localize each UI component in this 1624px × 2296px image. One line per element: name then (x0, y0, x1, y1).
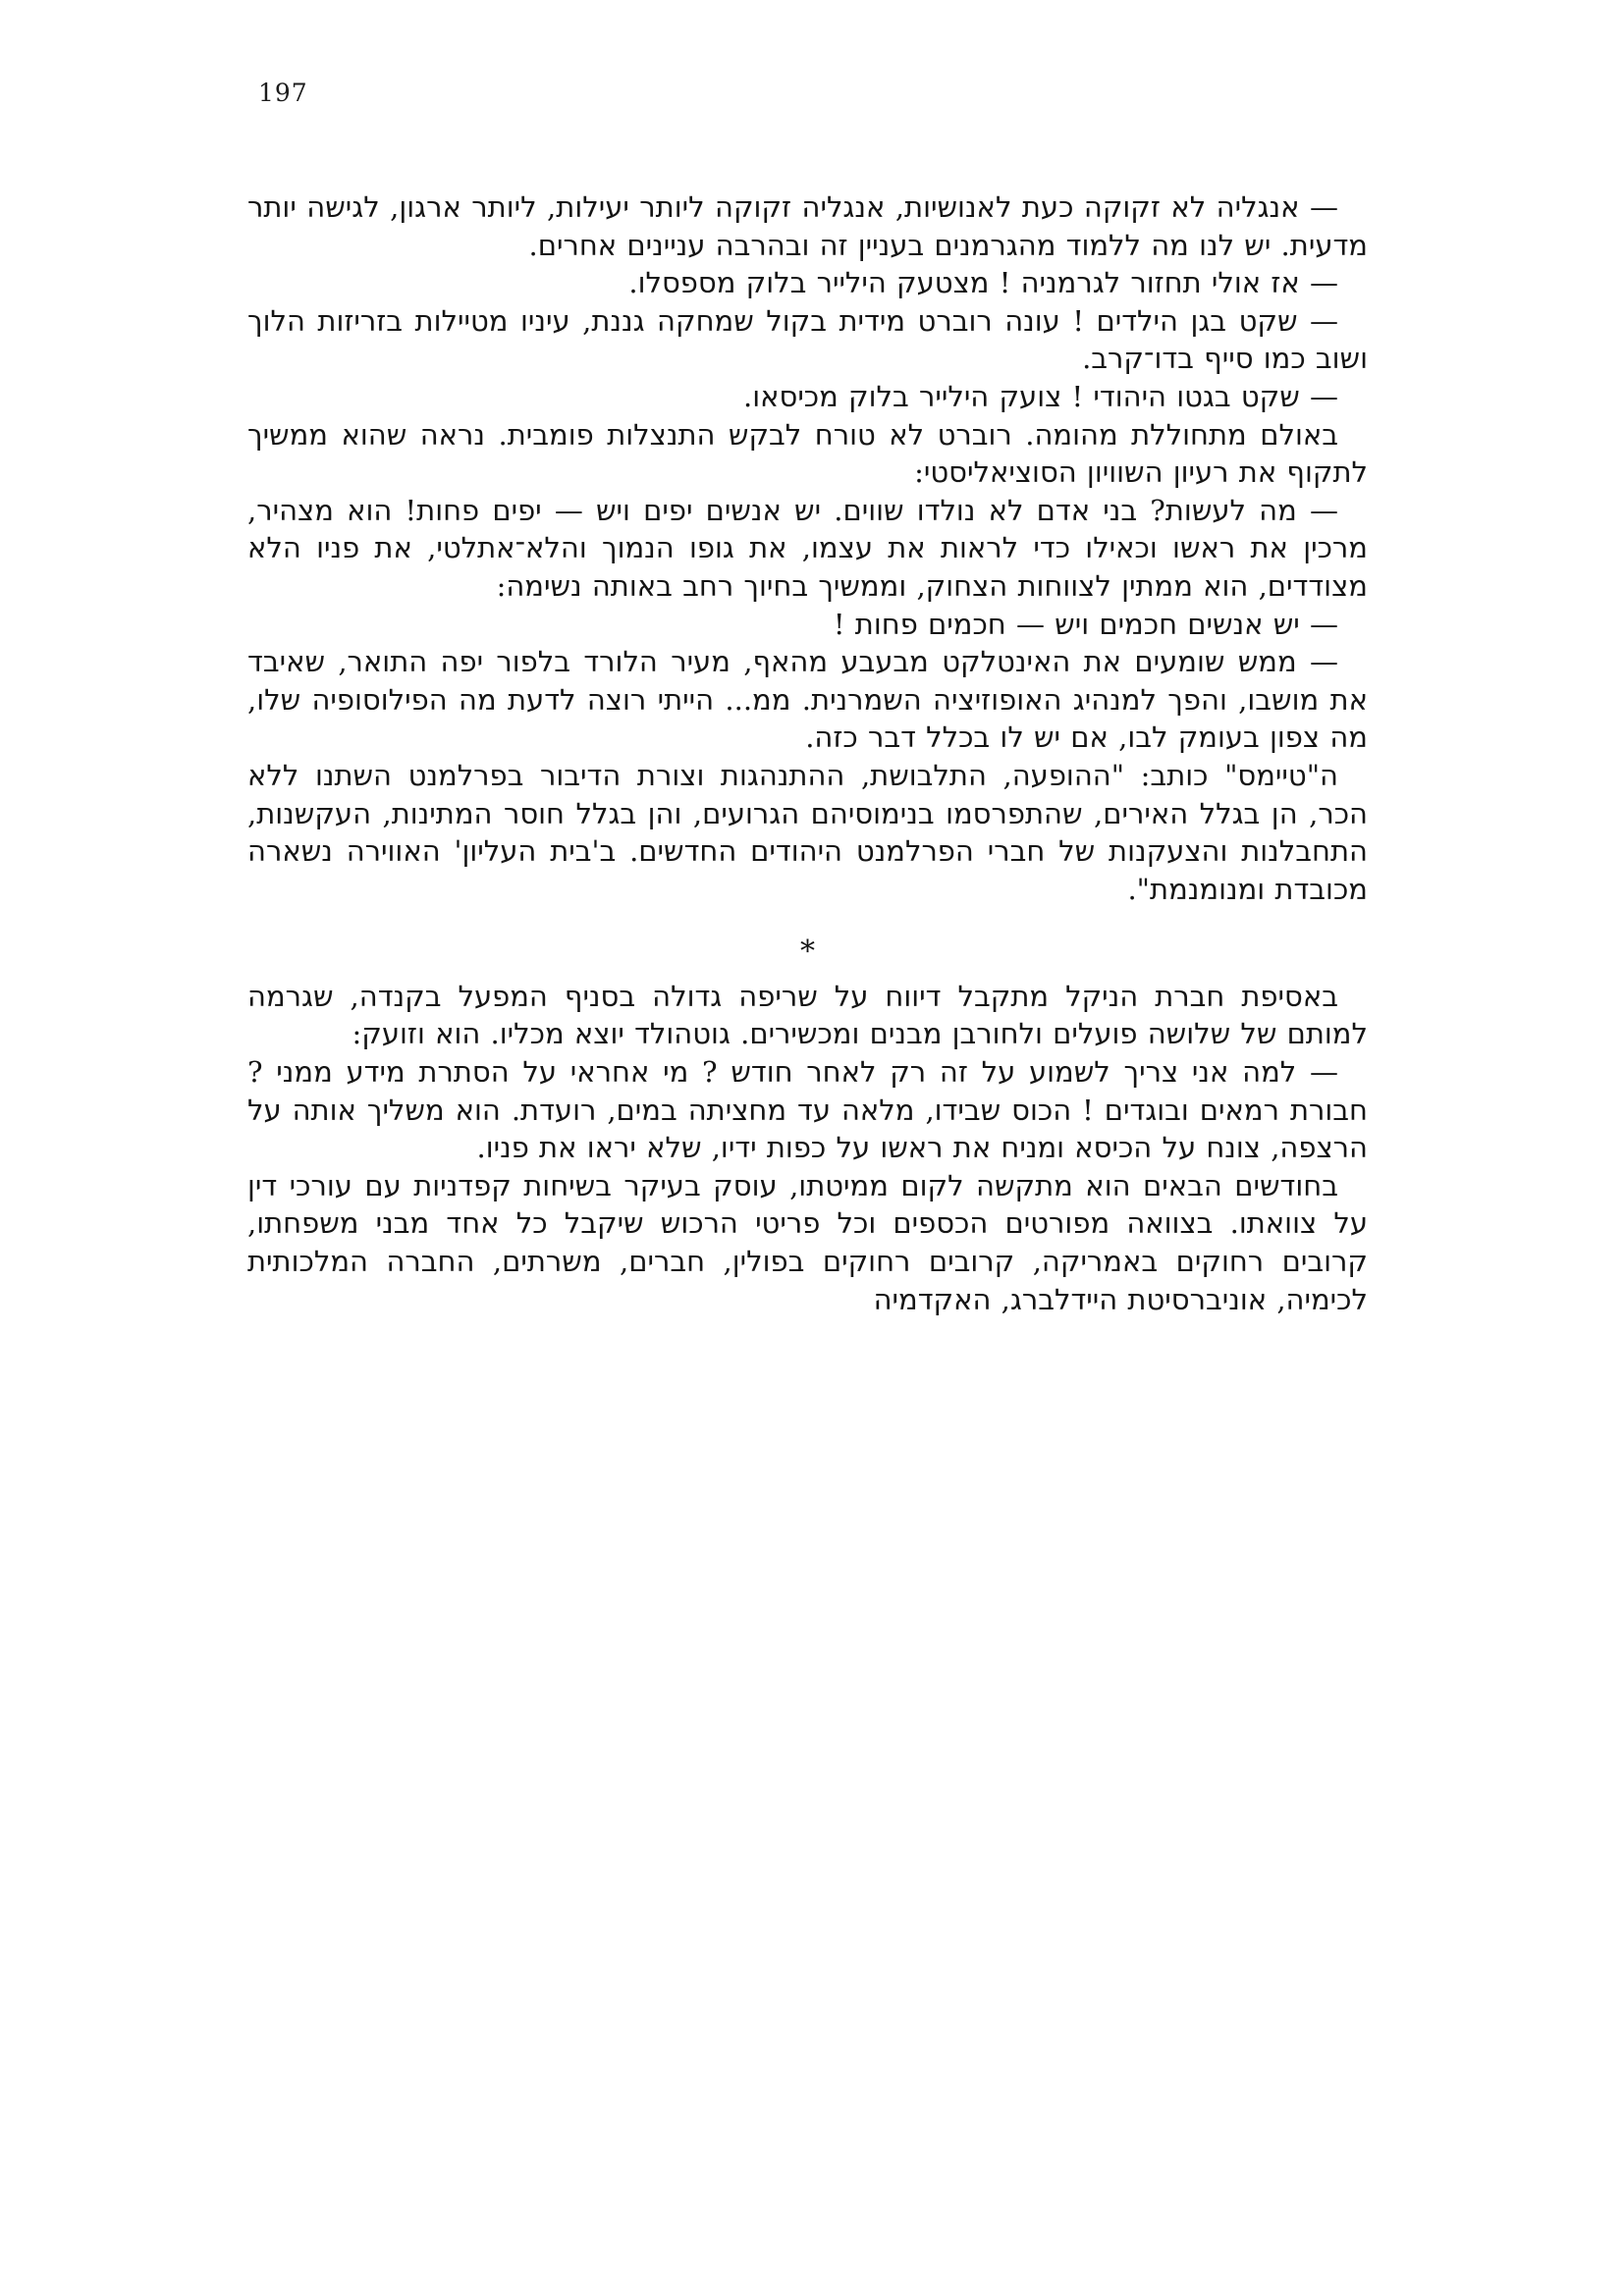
paragraph-narration: באולם מתחוללת מהומה. רוברט לא טורח לבקש התנצלות פומבית. נראה שהוא ממשיך לתקוף את רעיון השוויון הסוציאליסטי: (247, 417, 1368, 490)
body-text (247, 188, 1368, 1318)
paragraph-dialogue: — אנגליה לא זקוקה כעת לאנושיות, אנגליה זקוקה ליותר יעילות, ליותר ארגון, לגישה יותר מדעית. יש לנו מה ללמוד מהגרמנים בעניין זה ובהרבה עניינים אחרים. (247, 190, 1368, 262)
paragraph-narration: בחודשים הבאים הוא מתקשה לקום ממיטתו, עוסק בעיקר בשיחות קפדניות עם עורכי דין על צוואתו. בצוואה מפורטים הכספים וכל פריטי הרכוש שיקבל כל אחד מבני משפחתו, קרובים רחוקים באמריקה, קרובים רחוקים בפולין, חברים, משרתים, החברה המלכותית לכימיה, אוניברסיטת היידלברג, האקדמיה (247, 1168, 1368, 1316)
paragraph-narration: באסיפת חברת הניקל מתקבל דיווח על שריפה גדולה בסניף המפעל בקנדה, שגרמה למותם של שלושה פועלים ולחורבן מבנים ומכשירים. גוטהולד יוצא מכליו. הוא וזועק: (247, 979, 1368, 1051)
paragraph-dialogue: — ממש שומעים את האינטלקט מבעבע מהאף, מעיר הלורד בלפור יפה התואר, שאיבד את מושבו, והפך למנהיג האופוזיציה השמרנית. ממ... הייתי רוצה לדעת מה הפילוסופיה שלו, מה צפון בעומק לבו, אם יש לו בכלל דבר כזה. (247, 645, 1368, 755)
paragraph-dialogue: — שקט בגן הילדים ! עונה רוברט מידית בקול שמחקה גננת, עיניו מטיילות בזריזות הלוך ושוב כמו סייף בדו־קרב. (247, 303, 1368, 376)
paragraph-dialogue: — למה אני צריך לשמוע על זה רק לאחר חודש ? מי אחראי על הסתרת מידע ממני ? חבורת רמאים ובוגדים ! הכוס שבידו, מלאה עד מחציתה במים, רועדת. הוא משליך אותה על הרצפה, צונח על הכיסא ומניח את ראשו על כפות ידיו, שלא יראו את פניו. (247, 1055, 1368, 1165)
paragraph-dialogue: — שקט בגטו היהודי ! צועק הילייר בלוק מכיסאו. (743, 379, 1338, 413)
paragraph-dialogue: — אז אולי תחזור לגרמניה ! מצטעק הילייר בלוק מספסלו. (628, 266, 1338, 300)
paragraph-quote: ה"טיימס" כותב: "ההופעה, התלבושת, ההתנהגות וצורת הדיבור בפרלמנט השתנו ללא הכר, הן בגלל האירים, שהתפרסמו בנימוסיהם הגרועים, והן בגלל חוסר המתינות, העקשנות, התחבלנות והצעקנות של חברי הפרלמנט היהודים החדשים. ב'בית העליון' האווירה נשארה מכובדת ומנומנמת". (247, 758, 1368, 906)
section-separator-asterisk: * (800, 934, 815, 970)
page-number: 197 (258, 79, 308, 107)
paragraph-dialogue: — יש אנשים חכמים ויש — חכמים פחות ! (833, 607, 1338, 641)
paragraph-dialogue: — מה לעשות? בני אדם לא נולדו שווים. יש אנשים יפים ויש — יפים פחות! הוא מצהיר, מרכין את ראשו וכאילו כדי לראות את עצמו, את גופו הנמוך והלא־אתלטי, את פניו הלא מצודדים, הוא ממתין לצווחות הצחוק, וממשיך בחיוך רחב באותה נשימה: (247, 493, 1368, 603)
